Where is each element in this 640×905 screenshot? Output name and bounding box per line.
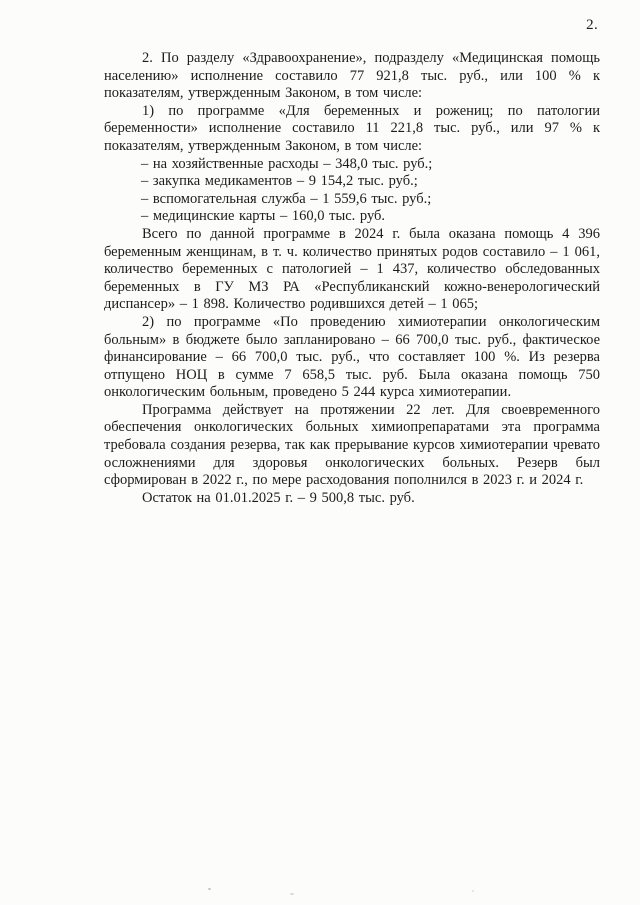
document-body <box>104 50 600 507</box>
paragraph-balance: Остаток на 01.01.2025 г. – 9 500,8 тыс. руб. <box>142 489 415 506</box>
list-item-medical-cards: – медицинские карты – 160,0 тыс. руб. <box>141 208 386 225</box>
page-number: 2. <box>586 17 598 33</box>
scan-noise-speck <box>472 890 474 892</box>
scan-noise-speck <box>290 893 294 895</box>
list-item-support-service: – вспомогательная служба – 1 559,6 тыс. руб.; <box>141 190 432 207</box>
paragraph-program-pregnant: 1) по программе «Для беременных и рожениц; по патологии беременности» исполнение составило 11 221,8 тыс. руб., или 97 % к показателям, утвержденным Законом, в том числе: <box>104 102 600 154</box>
paragraph-program-history: Программа действует на протяжении 22 лет. Для своевременного обеспечения онкологических больных химиопрепаратами эта программа требовала создания резерва, так как прерывание курсов химиотерапии чревато осложнениями для здоровья онкологических больных. Резерв был сформирован в 2022 г., по мере расходования пополнился в 2023 г. и 2024 г. <box>104 401 600 489</box>
paragraph-program-totals: Всего по данной программе в 2024 г. была оказана помощь 4 396 беременным женщинам, в т. ч. количество принятых родов составило – 1 061, количество беременных с патологией – 1 437, количество обследованных беременных в ГУ МЗ РА «Республиканский кожно-венерологический диспансер» – 1 898. Количество родившихся детей – 1 065; <box>104 225 600 313</box>
paragraph-chemotherapy: 2) по программе «По проведению химиотерапии онкологическим больным» в бюджете было запланировано – 66 700,0 тыс. руб., фактическое финансирование – 66 700,0 тыс. руб., что составляет 100 %. Из резерва отпущено НОЦ в сумме 7 658,5 тыс. руб. Была оказана помощь 750 онкологическим больным, проведено 5 244 курса химиотерапии. <box>104 313 600 401</box>
list-item-household-expenses: – на хозяйственные расходы – 348,0 тыс. руб.; <box>141 155 433 172</box>
paragraph-section-health: 2. По разделу «Здравоохранение», подразделу «Медицинская помощь населению» исполнение составило 77 921,8 тыс. руб., или 100 % к показателям, утвержденным Законом, в том числе: <box>104 50 600 102</box>
list-item-medicine-purchase: – закупка медикаментов – 9 154,2 тыс. руб.; <box>141 173 418 190</box>
scan-noise-speck <box>208 888 211 890</box>
